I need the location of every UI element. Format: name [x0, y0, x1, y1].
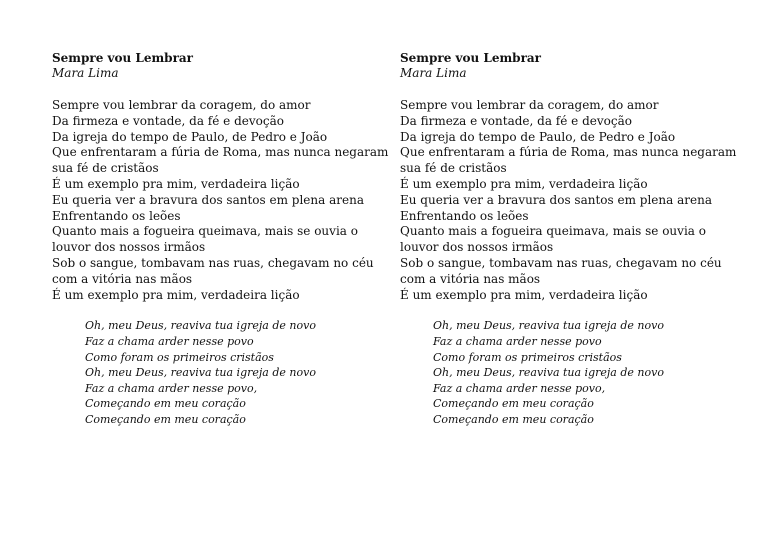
chorus-line: Oh, meu Deus, reaviva tua igreja de novo	[433, 366, 664, 380]
verse-block	[400, 98, 740, 303]
verse-line: Que enfrentaram a fúria de Roma, mas nunca negaram	[400, 145, 737, 160]
chorus-line: Como foram os primeiros cristãos	[433, 350, 622, 364]
song-author: Mara Lima	[400, 66, 467, 80]
verse-line: sua fé de cristãos	[52, 161, 159, 176]
chorus-line: Faz a chama arder nesse povo,	[433, 381, 606, 395]
verse-line: Sob o sangue, tombavam nas ruas, chegavam no céu	[400, 255, 722, 270]
verse-line: Quanto mais a fogueira queimava, mais se ouvia o	[52, 224, 358, 239]
chorus-line: Faz a chama arder nesse povo,	[85, 381, 258, 395]
verse-line: Sempre vou lembrar da coragem, do amor	[400, 98, 659, 112]
verse-line: É um exemplo pra mim, verdadeira lição	[52, 176, 300, 191]
verse-line: Eu queria ver a bravura dos santos em plena arena	[400, 192, 712, 207]
song-title: Sempre vou Lembrar	[52, 51, 193, 65]
chorus-line: Começando em meu coração	[85, 412, 246, 426]
verse-line: Que enfrentaram a fúria de Roma, mas nunca negaram	[52, 145, 389, 160]
verse-line: Sempre vou lembrar da coragem, do amor	[52, 98, 311, 112]
verse-line: com a vitória nas mãos	[52, 271, 193, 286]
song-title: Sempre vou Lembrar	[400, 51, 541, 65]
verse-line: louvor dos nossos irmãos	[400, 240, 554, 255]
chorus-line: Começando em meu coração	[433, 397, 594, 411]
verse-line: Da firmeza e vontade, da fé e devoção	[400, 113, 632, 128]
verse-line: Enfrentando os leões	[400, 208, 529, 223]
chorus-line: Faz a chama arder nesse povo	[85, 334, 254, 348]
verse-line: Sob o sangue, tombavam nas ruas, chegavam no céu	[52, 255, 374, 270]
chorus-line: Como foram os primeiros cristãos	[85, 350, 274, 364]
verse-line: louvor dos nossos irmãos	[52, 240, 206, 255]
verse-line: Enfrentando os leões	[52, 208, 181, 223]
verse-line: Quanto mais a fogueira queimava, mais se ouvia o	[400, 224, 706, 239]
verse-line: É um exemplo pra mim, verdadeira lição	[52, 287, 300, 302]
song-author: Mara Lima	[52, 66, 119, 80]
chorus-line: Oh, meu Deus, reaviva tua igreja de novo	[433, 319, 664, 333]
verse-line: com a vitória nas mãos	[400, 271, 541, 286]
chorus-line: Começando em meu coração	[85, 397, 246, 411]
chorus-line: Oh, meu Deus, reaviva tua igreja de novo	[85, 366, 316, 380]
verse-line: É um exemplo pra mim, verdadeira lição	[400, 176, 648, 191]
chorus-line: Oh, meu Deus, reaviva tua igreja de novo	[85, 319, 316, 333]
verse-line: Da firmeza e vontade, da fé e devoção	[52, 113, 284, 128]
verse-line: sua fé de cristãos	[400, 161, 507, 176]
verse-block	[52, 98, 392, 303]
verse-line: Da igreja do tempo de Paulo, de Pedro e João	[400, 129, 676, 144]
verse-line: Eu queria ver a bravura dos santos em plena arena	[52, 192, 364, 207]
chorus-line: Faz a chama arder nesse povo	[433, 334, 602, 348]
chorus-block	[85, 318, 392, 427]
verse-line: Da igreja do tempo de Paulo, de Pedro e João	[52, 129, 328, 144]
chorus-line: Começando em meu coração	[433, 412, 594, 426]
lyrics-column-right	[400, 51, 740, 428]
chorus-block	[433, 318, 740, 427]
lyrics-column-left	[52, 51, 392, 428]
verse-line: É um exemplo pra mim, verdadeira lição	[400, 287, 648, 302]
